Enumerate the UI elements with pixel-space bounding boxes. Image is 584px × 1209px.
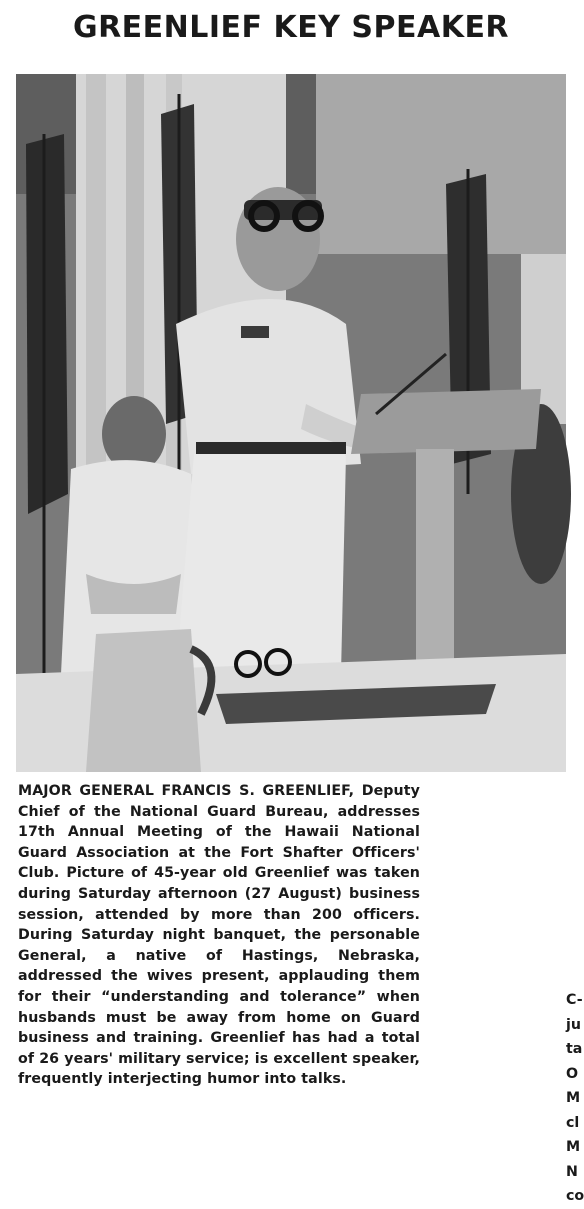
fragment-line: ta	[566, 1041, 583, 1057]
fragment-line: N	[566, 1163, 578, 1180]
fragment-line: M	[566, 1139, 581, 1155]
fragment-line: M	[566, 1090, 581, 1106]
photo-caption: MAJOR GENERAL FRANCIS S. GREENLIEF, Deputy Chief of the National Guard Bureau, addresses 17th Annual Meeting of the Hawaii National Guard Association at the Fort Shafter Officers' Club. Picture of 45-year old Greenlief was taken during Saturday afternoon (27 August) business session, attended by more than 200 officers. During Saturday night banquet, the personable General, a native of Hastings, Nebraska, addressed the wives present, applauding them for their “understanding and tolerance” when husbands must be away from home on Guard business and training. Greenlief has had a total of 26 years' military service; is excellent speaker, frequently interjecting humor into talks.	[18, 783, 420, 1088]
fragment-line: ju	[566, 1016, 581, 1033]
fragment-line: C-	[566, 992, 583, 1008]
photograph	[16, 74, 566, 772]
fragment-line: cl	[566, 1114, 580, 1131]
fragment-line: co	[566, 1188, 584, 1204]
photo-illustration	[16, 74, 566, 772]
fragment-line: O	[566, 1065, 579, 1082]
adjacent-column-fragment	[566, 988, 582, 1209]
headline: GREENLIEF KEY SPEAKER	[72, 10, 510, 45]
